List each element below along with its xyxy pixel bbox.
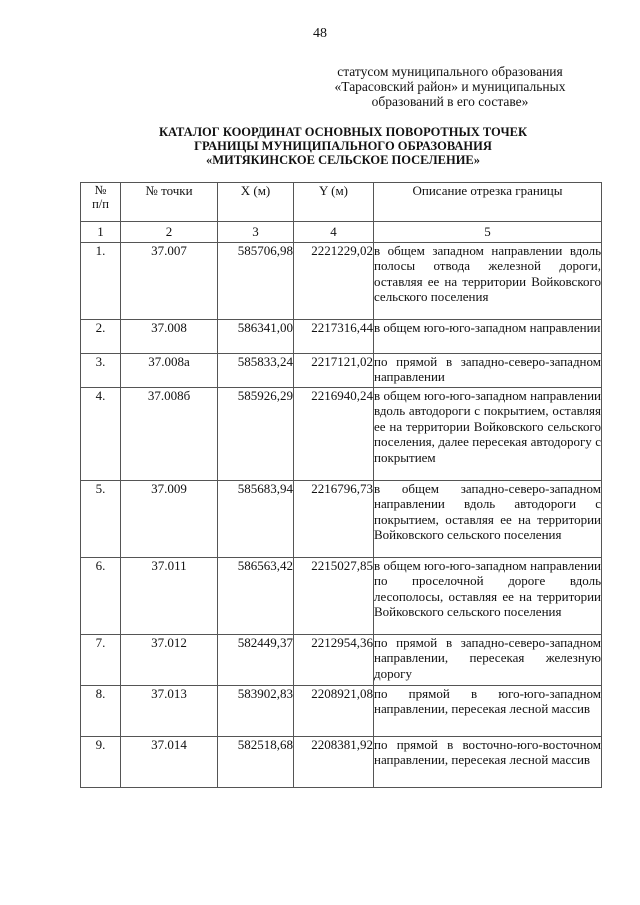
y-coordinate: 2212954,36: [294, 635, 374, 686]
table-row: [81, 635, 602, 686]
point-id: 37.011: [121, 558, 218, 635]
header-num-symbol: №: [94, 183, 107, 197]
table-row: [81, 686, 602, 737]
y-coordinate: 2217316,44: [294, 320, 374, 354]
row-number: 8.: [81, 686, 121, 737]
x-coordinate: 585683,94: [218, 481, 294, 558]
x-coordinate: 586341,00: [218, 320, 294, 354]
heading-note-line: статусом муниципального образования: [337, 64, 563, 79]
table-row: [81, 481, 602, 558]
y-coordinate: 2221229,02: [294, 243, 374, 320]
segment-description: в общем западном направлении вдоль полосы отвода железной дороги, оставляя ее на территории Войковского сельского поселения: [374, 243, 602, 320]
table-header-row: [81, 183, 602, 222]
point-id: 37.013: [121, 686, 218, 737]
x-coordinate: 582449,37: [218, 635, 294, 686]
point-id: 37.014: [121, 737, 218, 788]
x-coordinate: 585926,29: [218, 388, 294, 481]
y-coordinate: 2208921,08: [294, 686, 374, 737]
point-id: 37.009: [121, 481, 218, 558]
segment-description: в общем западно-северо-западном направлении вдоль автодороги с покрытием, оставляя ее на территории Войковского сельского поселения: [374, 481, 602, 558]
column-number: 1: [81, 222, 121, 243]
coordinates-table: [80, 182, 602, 788]
row-number: 9.: [81, 737, 121, 788]
header-point: № точки: [121, 183, 218, 222]
column-number-row: [81, 222, 602, 243]
row-number: 7.: [81, 635, 121, 686]
column-number: 5: [374, 222, 602, 243]
point-id: 37.008: [121, 320, 218, 354]
column-number: 2: [121, 222, 218, 243]
y-coordinate: 2216796,73: [294, 481, 374, 558]
table-row: [81, 558, 602, 635]
x-coordinate: 586563,42: [218, 558, 294, 635]
heading-note-line: образований в его составе»: [371, 94, 529, 109]
table-row: [81, 320, 602, 354]
row-number: 4.: [81, 388, 121, 481]
point-id: 37.007: [121, 243, 218, 320]
segment-description: по прямой в западно-северо-западном направлении, пересекая железную дорогу: [374, 635, 602, 686]
catalog-title: [80, 125, 606, 167]
point-id: 37.008а: [121, 354, 218, 388]
y-coordinate: 2216940,24: [294, 388, 374, 481]
header-num-abbrev: п/п: [92, 197, 109, 211]
x-coordinate: 585833,24: [218, 354, 294, 388]
heading-note-line: «Тарасовский район» и муниципальных: [334, 79, 566, 94]
row-number: 3.: [81, 354, 121, 388]
heading-note: [300, 64, 600, 109]
header-description: Описание отрезка границы: [374, 183, 602, 222]
column-number: 3: [218, 222, 294, 243]
row-number: 2.: [81, 320, 121, 354]
row-number: 6.: [81, 558, 121, 635]
table-row: [81, 243, 602, 320]
segment-description: по прямой в западно-северо-западном направлении: [374, 354, 602, 388]
segment-description: в общем юго-юго-западном направлении вдоль автодороги с покрытием, оставляя ее на территории Войковского сельского поселения, далее пересекая автодорогу с покрытием: [374, 388, 602, 481]
page-number: 48: [313, 26, 327, 41]
column-number: 4: [294, 222, 374, 243]
y-coordinate: 2215027,85: [294, 558, 374, 635]
row-number: 1.: [81, 243, 121, 320]
segment-description: по прямой в юго-юго-западном направлении, пересекая лесной массив: [374, 686, 602, 737]
table-row: [81, 737, 602, 788]
segment-description: по прямой в восточно-юго-восточном направлении, пересекая лесной массив: [374, 737, 602, 788]
row-number: 5.: [81, 481, 121, 558]
catalog-title-line: «МИТЯКИНСКОЕ СЕЛЬСКОЕ ПОСЕЛЕНИЕ»: [205, 153, 481, 167]
header-row-number: [81, 183, 121, 222]
table-row: [81, 388, 602, 481]
x-coordinate: 582518,68: [218, 737, 294, 788]
table-row: [81, 354, 602, 388]
point-id: 37.008б: [121, 388, 218, 481]
catalog-title-line: ГРАНИЦЫ МУНИЦИПАЛЬНОГО ОБРАЗОВАНИЯ: [194, 139, 492, 153]
header-x: X (м): [218, 183, 294, 222]
segment-description: в общем юго-юго-западном направлении по проселочной дороге вдоль лесополосы, оставляя ее на территории Войковского сельского поселения: [374, 558, 602, 635]
y-coordinate: 2208381,92: [294, 737, 374, 788]
point-id: 37.012: [121, 635, 218, 686]
x-coordinate: 583902,83: [218, 686, 294, 737]
header-y: Y (м): [294, 183, 374, 222]
segment-description: в общем юго-юго-западном направлении: [374, 320, 602, 354]
y-coordinate: 2217121,02: [294, 354, 374, 388]
x-coordinate: 585706,98: [218, 243, 294, 320]
catalog-title-line: КАТАЛОГ КООРДИНАТ ОСНОВНЫХ ПОВОРОТНЫХ ТОЧЕК: [158, 125, 528, 139]
